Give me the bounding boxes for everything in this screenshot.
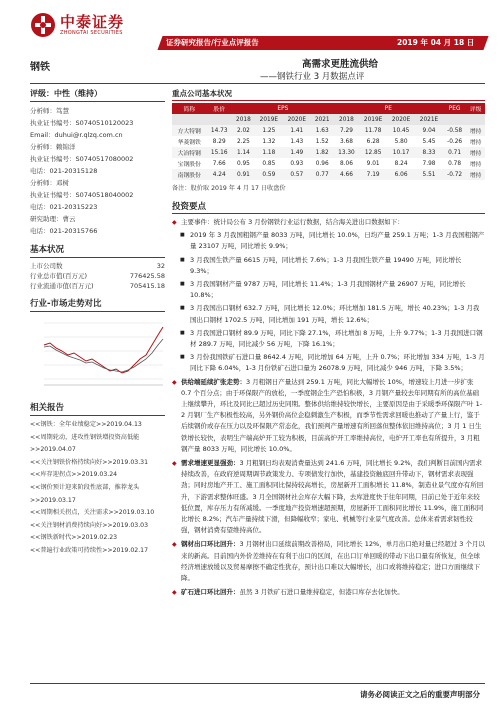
table-subheader: 2020E bbox=[283, 114, 311, 125]
table-cell: 1.52 bbox=[315, 138, 329, 145]
table-cell: 0.77 bbox=[311, 169, 334, 180]
table-cell: 2.25 bbox=[236, 138, 250, 145]
table-row bbox=[172, 136, 485, 147]
table-cell: 1.32 bbox=[262, 138, 276, 145]
demand-paragraph bbox=[172, 458, 485, 536]
table-cell: 6.28 bbox=[366, 138, 380, 145]
demand-text: 3 月粗钢日均表观消费量达到 241.6 万吨，同比增长 9.2%，我们判断目前国内需求持续改善，在政府逆周期调节政策发力、专项债发行加快，基建投资触底回升带动下，钢材需求表现强劲；同时房地产开工、施工面积同比保持较高增长，房屋新开工面积增长 11.8%，制造业景气度亦有所回升，下游需求整体旺盛。3 月全国钢材社会库存大幅下降，去库进度快于往年同期，目前已处于近年来较低位置，库存压力有所减缓。一季度地产投资增速超预期，房屋新开工面积同比增长 11.9%，施工面积同比增长 8.2%；汽车产量持续下滑，但降幅收窄；家电、机械等行业景气度改善。总体来看需求韧性较强，钢材消费有望维持高位。 bbox=[181, 459, 484, 535]
footer-disclaimer: 请务必阅读正文之后的重要声明部分 bbox=[360, 690, 480, 699]
table-cell: 8.33 bbox=[415, 147, 443, 158]
supply-paragraph bbox=[172, 377, 485, 455]
table-cell: 8.06 bbox=[339, 160, 353, 167]
data-bullet: ■ 3 月份我国铁矿石进口量 8642.4 万吨，同比增加 64 万吨，上升 0.7%；环比增加 334 万吨，1-3 月同比下降 6.04%，1-3 月份铁矿石进口量为 26078.9 万吨，同比减少 946 万吨，下降 3.5%； bbox=[172, 352, 485, 374]
table-cell: 4.24 bbox=[206, 169, 231, 180]
logo-mark-icon bbox=[30, 12, 56, 38]
table-cell: 增持 bbox=[466, 147, 485, 158]
analyst-line: 执业证书编号：S0740510120023 bbox=[30, 119, 134, 127]
report-header bbox=[0, 0, 500, 56]
report-type: 证券研究报告/行业点评报告 bbox=[166, 38, 259, 47]
related-report-link[interactable]: <<普遍行业政策可持续性>>2019.02.17 bbox=[30, 546, 149, 554]
table-cell: 1.25 bbox=[255, 125, 283, 136]
table-cell: -0.58 bbox=[443, 125, 466, 136]
table-cell: 2.02 bbox=[232, 125, 255, 136]
trend-chart-title: 行业-市场走势对比 bbox=[30, 297, 165, 312]
table-header-price: 股价 bbox=[206, 103, 231, 114]
supply-text: 3 月粗钢日产量达到 259.1 万吨，同比大幅增长 10%，增速较上月进一步扩张 0.7 个百分点；由于环保限产的放松，一季度钢企生产恐怕积极，3 月钢产量较去年同期有所的高位基础上继续攀升，环比及同比已超过历史同期。整体供给维持较快增长，主要原因是由于采暖季环保限产叶 1-2 月钢厂生产积极性较高，另外钢价高位企稳刺激生产积极，而季节性需求回暖也推动了产量上行，鉴于后续钢价或存在压力以及环保限产常态化，我们预判产量增速有所回落但整体依旧维持高位；3 月 1 日生铁增长较快，表明生产端高炉开工较为积极，目前高炉开工率维持高位，电炉开工率也有所提升，3 月粗钢产量 8033 万吨，同比增长 10.0%。 bbox=[181, 377, 483, 453]
table-row bbox=[172, 125, 485, 136]
table-subheader: 2019E bbox=[255, 114, 283, 125]
related-report-link[interactable]: <<周期轮动，进攻性钢铁增投资高低能>>2019.04.07 bbox=[30, 433, 140, 454]
related-report-link[interactable]: <<库存迎拐点>>2019.03.24 bbox=[30, 471, 118, 479]
main-event: ◆ 主要事件：统计局公布 3 月份钢铁行业运行数据，结合海关进出口数据如下： bbox=[172, 217, 485, 228]
table-cell: 15.16 bbox=[206, 147, 231, 158]
table-cell: 宝钢股份 bbox=[177, 162, 201, 168]
table-cell: 0.93 bbox=[290, 160, 304, 167]
table-cell: 1.43 bbox=[290, 138, 304, 145]
report-date: 2019 年 04 月 18 日 bbox=[396, 38, 474, 47]
analyst-line: 电话：021-20315223 bbox=[30, 203, 98, 211]
table-subheader: 2018 bbox=[334, 114, 359, 125]
table-cell: 0.85 bbox=[262, 160, 276, 167]
table-cell: 13.30 bbox=[334, 147, 359, 158]
header-divider bbox=[30, 83, 485, 84]
data-bullet: ■ 3 月我国生铁产量 6615 万吨，同比增长 7.6%；1-3 月我国生铁产量 19490 万吨，同比增长 9.3%； bbox=[172, 255, 485, 277]
related-reports-list bbox=[30, 419, 165, 558]
basic-info-value: 32 bbox=[156, 262, 165, 270]
footer-divider bbox=[30, 683, 485, 684]
table-cell: 3.68 bbox=[339, 138, 353, 145]
table-row bbox=[172, 169, 485, 180]
table-cell: 大冶特钢 bbox=[172, 147, 206, 158]
analyst-line: Email：duhui@r.qlzq.com.cn bbox=[30, 131, 123, 139]
data-bullets bbox=[172, 230, 485, 374]
ore-paragraph bbox=[172, 587, 485, 598]
basic-info-value: 705415.18 bbox=[129, 282, 165, 290]
export-text: 3 月钢材出口延续前期改善格局，同比增长 12%，单月出口绝对量已经超过 3 个月以来的新高。目前国内外价差维持在有利于出口的区间，在出口订单回暖的带动下出口量有所恢复，但全球经济增速放缓以及贸易摩擦不确定性犹存，预计出口难以大幅增长，出口或将维持稳定；进口方面继续下降。 bbox=[181, 540, 485, 583]
analyst-line: 执业证书编号：S0740518040002 bbox=[30, 191, 134, 199]
table-subheader: 2019E bbox=[359, 114, 387, 125]
table-header-peg: PEG bbox=[443, 103, 466, 114]
table-cell: 1.82 bbox=[311, 147, 334, 158]
table-cell: 0.96 bbox=[315, 160, 329, 167]
left-sidebar bbox=[30, 88, 165, 558]
table-header-rating: 评级 bbox=[466, 103, 485, 114]
table-cell: 8.24 bbox=[394, 160, 408, 167]
trend-line-industry bbox=[44, 327, 163, 373]
related-reports-title: 相关报告 bbox=[30, 401, 165, 416]
trend-chart bbox=[30, 315, 165, 395]
basic-info-value: 776425.58 bbox=[129, 272, 165, 280]
report-subtitle: ——钢铁行业 3 月数据点评 bbox=[260, 72, 365, 82]
table-header-name: 简称 bbox=[172, 103, 206, 114]
table-cell: 5.80 bbox=[394, 138, 408, 145]
data-bullet: ■ 3 月我国出口钢材 632.7 万吨，同比增长 12.0%；环比增加 181.5 万吨，增长 40.23%；1-3 月我国出口钢材 1702.5 万吨，同比增加 191 万吨，增长 12.6%； bbox=[172, 303, 485, 325]
data-bullet: ■ 3 月我国进口钢材 89.9 万吨，同比下降 27.1%，环比增加 8 万吨，上升 9.77%；1-3 月我国进口钢材 289.7 万吨，同比减少 56 万吨，下降 16.1%； bbox=[172, 328, 485, 350]
table-subheader: 2021E bbox=[415, 114, 443, 125]
table-cell: 1.41 bbox=[283, 125, 311, 136]
report-type-banner bbox=[157, 36, 488, 50]
logo-english-name: ZHONGTAI SECURITIES bbox=[60, 30, 123, 36]
basic-info-row bbox=[30, 271, 165, 281]
table-cell: 4.66 bbox=[334, 169, 359, 180]
table-cell: 增持 bbox=[469, 140, 482, 146]
table-cell: 7.66 bbox=[212, 160, 226, 167]
table-row bbox=[172, 158, 485, 169]
logo-chinese-name: 中泰证券 bbox=[60, 13, 125, 31]
table-cell: 1.18 bbox=[255, 147, 283, 158]
table-cell: 0.91 bbox=[232, 169, 255, 180]
table-cell: 增持 bbox=[466, 169, 485, 180]
export-heading: 钢材出口环比回升： bbox=[181, 540, 240, 549]
analyst-line: 电话：021-20315766 bbox=[30, 227, 98, 235]
industry-name: 钢铁 bbox=[30, 62, 50, 73]
table-header-pe: PE bbox=[334, 103, 443, 114]
basic-info-row bbox=[30, 281, 165, 291]
analyst-line: 分析师：邓树 bbox=[30, 179, 69, 187]
table-cell: 11.78 bbox=[359, 125, 387, 136]
basic-info-row bbox=[30, 261, 165, 271]
table-cell: 7.19 bbox=[359, 169, 387, 180]
table-cell: 1.49 bbox=[283, 147, 311, 158]
table-cell: 方大特钢 bbox=[172, 125, 206, 136]
table-cell: 华菱钢铁 bbox=[177, 140, 201, 146]
table-note: 备注：股价取 2019 年 4 月 17 日收盘价 bbox=[172, 185, 286, 192]
table-cell: -0.26 bbox=[447, 138, 463, 145]
table-subheader: 2018 bbox=[232, 114, 255, 125]
demand-heading: 需求增速更显强劲： bbox=[181, 459, 240, 468]
supply-heading: 供给端延续扩张走势： bbox=[181, 377, 246, 386]
ore-text: 虽然 3 月铁矿石进口量维持稳定，但港口库存去化加快。 bbox=[239, 588, 404, 597]
table-cell: 5.45 bbox=[422, 138, 436, 145]
company-logo bbox=[30, 12, 124, 38]
related-report-link[interactable]: <<周期相关拐点，关注需求>>2019.03.10 bbox=[30, 509, 155, 517]
table-cell: 9.04 bbox=[415, 125, 443, 136]
related-report-link[interactable]: <<关注钢材消费持续向好>>2019.03.03 bbox=[30, 521, 149, 529]
table-cell: 0.95 bbox=[236, 160, 250, 167]
related-report-link[interactable]: <<钢铁新时代>>2019.02.23 bbox=[30, 534, 118, 542]
analyst-line: 电话：021-20315128 bbox=[30, 167, 98, 175]
table-cell: 7.98 bbox=[422, 160, 436, 167]
related-report-link[interactable]: <<关注钢铁价格持续向好>>2019.03.31 bbox=[30, 458, 149, 466]
table-cell: 0.78 bbox=[448, 160, 462, 167]
table-cell: 增持 bbox=[469, 162, 482, 168]
table-cell: 南钢股份 bbox=[172, 169, 206, 180]
ore-heading: 矿石进口环比回升： bbox=[181, 588, 240, 597]
table-cell: 12.85 bbox=[359, 147, 387, 158]
trend-chart-svg bbox=[30, 315, 165, 395]
investment-highlights-title: 投资要点 bbox=[172, 200, 485, 214]
table-cell: 9.01 bbox=[366, 160, 380, 167]
export-paragraph bbox=[172, 539, 485, 584]
table-cell: -0.72 bbox=[443, 169, 466, 180]
table-subheader: 2021 bbox=[311, 114, 334, 125]
table-cell: 6.06 bbox=[387, 169, 415, 180]
basic-info-title: 基本状况 bbox=[30, 243, 165, 258]
data-bullet: ■ 3 月我国钢材产量 9787 万吨，同比增长 11.4%；1-3 月我国钢材产量 26907 万吨，同比增长 10.8%； bbox=[172, 279, 485, 301]
key-companies-table bbox=[172, 103, 485, 180]
table-cell: 1.63 bbox=[311, 125, 334, 136]
basic-info-key: 上市公司数 bbox=[30, 262, 63, 270]
table-cell: 0.57 bbox=[283, 169, 311, 180]
main-content bbox=[172, 88, 485, 599]
table-cell: 10.45 bbox=[387, 125, 415, 136]
table-cell: 1.14 bbox=[232, 147, 255, 158]
report-title: 高需求更胜流供给 bbox=[301, 59, 378, 70]
related-report-link[interactable]: <<钢铁：全年业绩稳定>>2019.04.13 bbox=[30, 421, 142, 428]
basic-info-key: 行业总市值(百万元) bbox=[30, 272, 88, 280]
table-cell: 7.29 bbox=[334, 125, 359, 136]
table-cell: 5.51 bbox=[415, 169, 443, 180]
basic-info-list bbox=[30, 261, 165, 291]
table-header-eps: EPS bbox=[232, 103, 334, 114]
table-row bbox=[172, 147, 485, 158]
rating: 评级：中性（维持） bbox=[30, 88, 165, 102]
analyst-list bbox=[30, 105, 165, 237]
table-cell: 10.17 bbox=[387, 147, 415, 158]
key-companies-table-body bbox=[172, 125, 485, 180]
basic-info-key: 行业流通市值(百万元) bbox=[30, 282, 94, 290]
table-cell: 0.59 bbox=[255, 169, 283, 180]
table-cell: 8.29 bbox=[212, 138, 226, 145]
table-cell: 0.71 bbox=[443, 147, 466, 158]
table-cell: 增持 bbox=[466, 125, 485, 136]
analyst-line: 分析师：笃慧 bbox=[30, 107, 69, 115]
key-companies-title: 重点公司基本状况 bbox=[172, 88, 485, 101]
table-cell: 14.73 bbox=[206, 125, 231, 136]
analyst-line: 分析师：赖锦洋 bbox=[30, 143, 76, 151]
analyst-line: 研究助理：曹云 bbox=[30, 215, 76, 223]
analyst-line: 执业证书编号：S0740517080002 bbox=[30, 155, 134, 163]
related-report-link[interactable]: <<钢价预计迎来阶段性底部，推荐龙头>>2019.03.17 bbox=[30, 483, 140, 504]
table-subheader: 2020E bbox=[387, 114, 415, 125]
data-bullet: ■ 2019 年 3 月我国粗钢产量 8033 万吨，同比增长 10.0%，日均产量 259.1 万吨；1-3 月我国粗钢产量 23107 万吨，同比增长 9.9%； bbox=[172, 230, 485, 252]
